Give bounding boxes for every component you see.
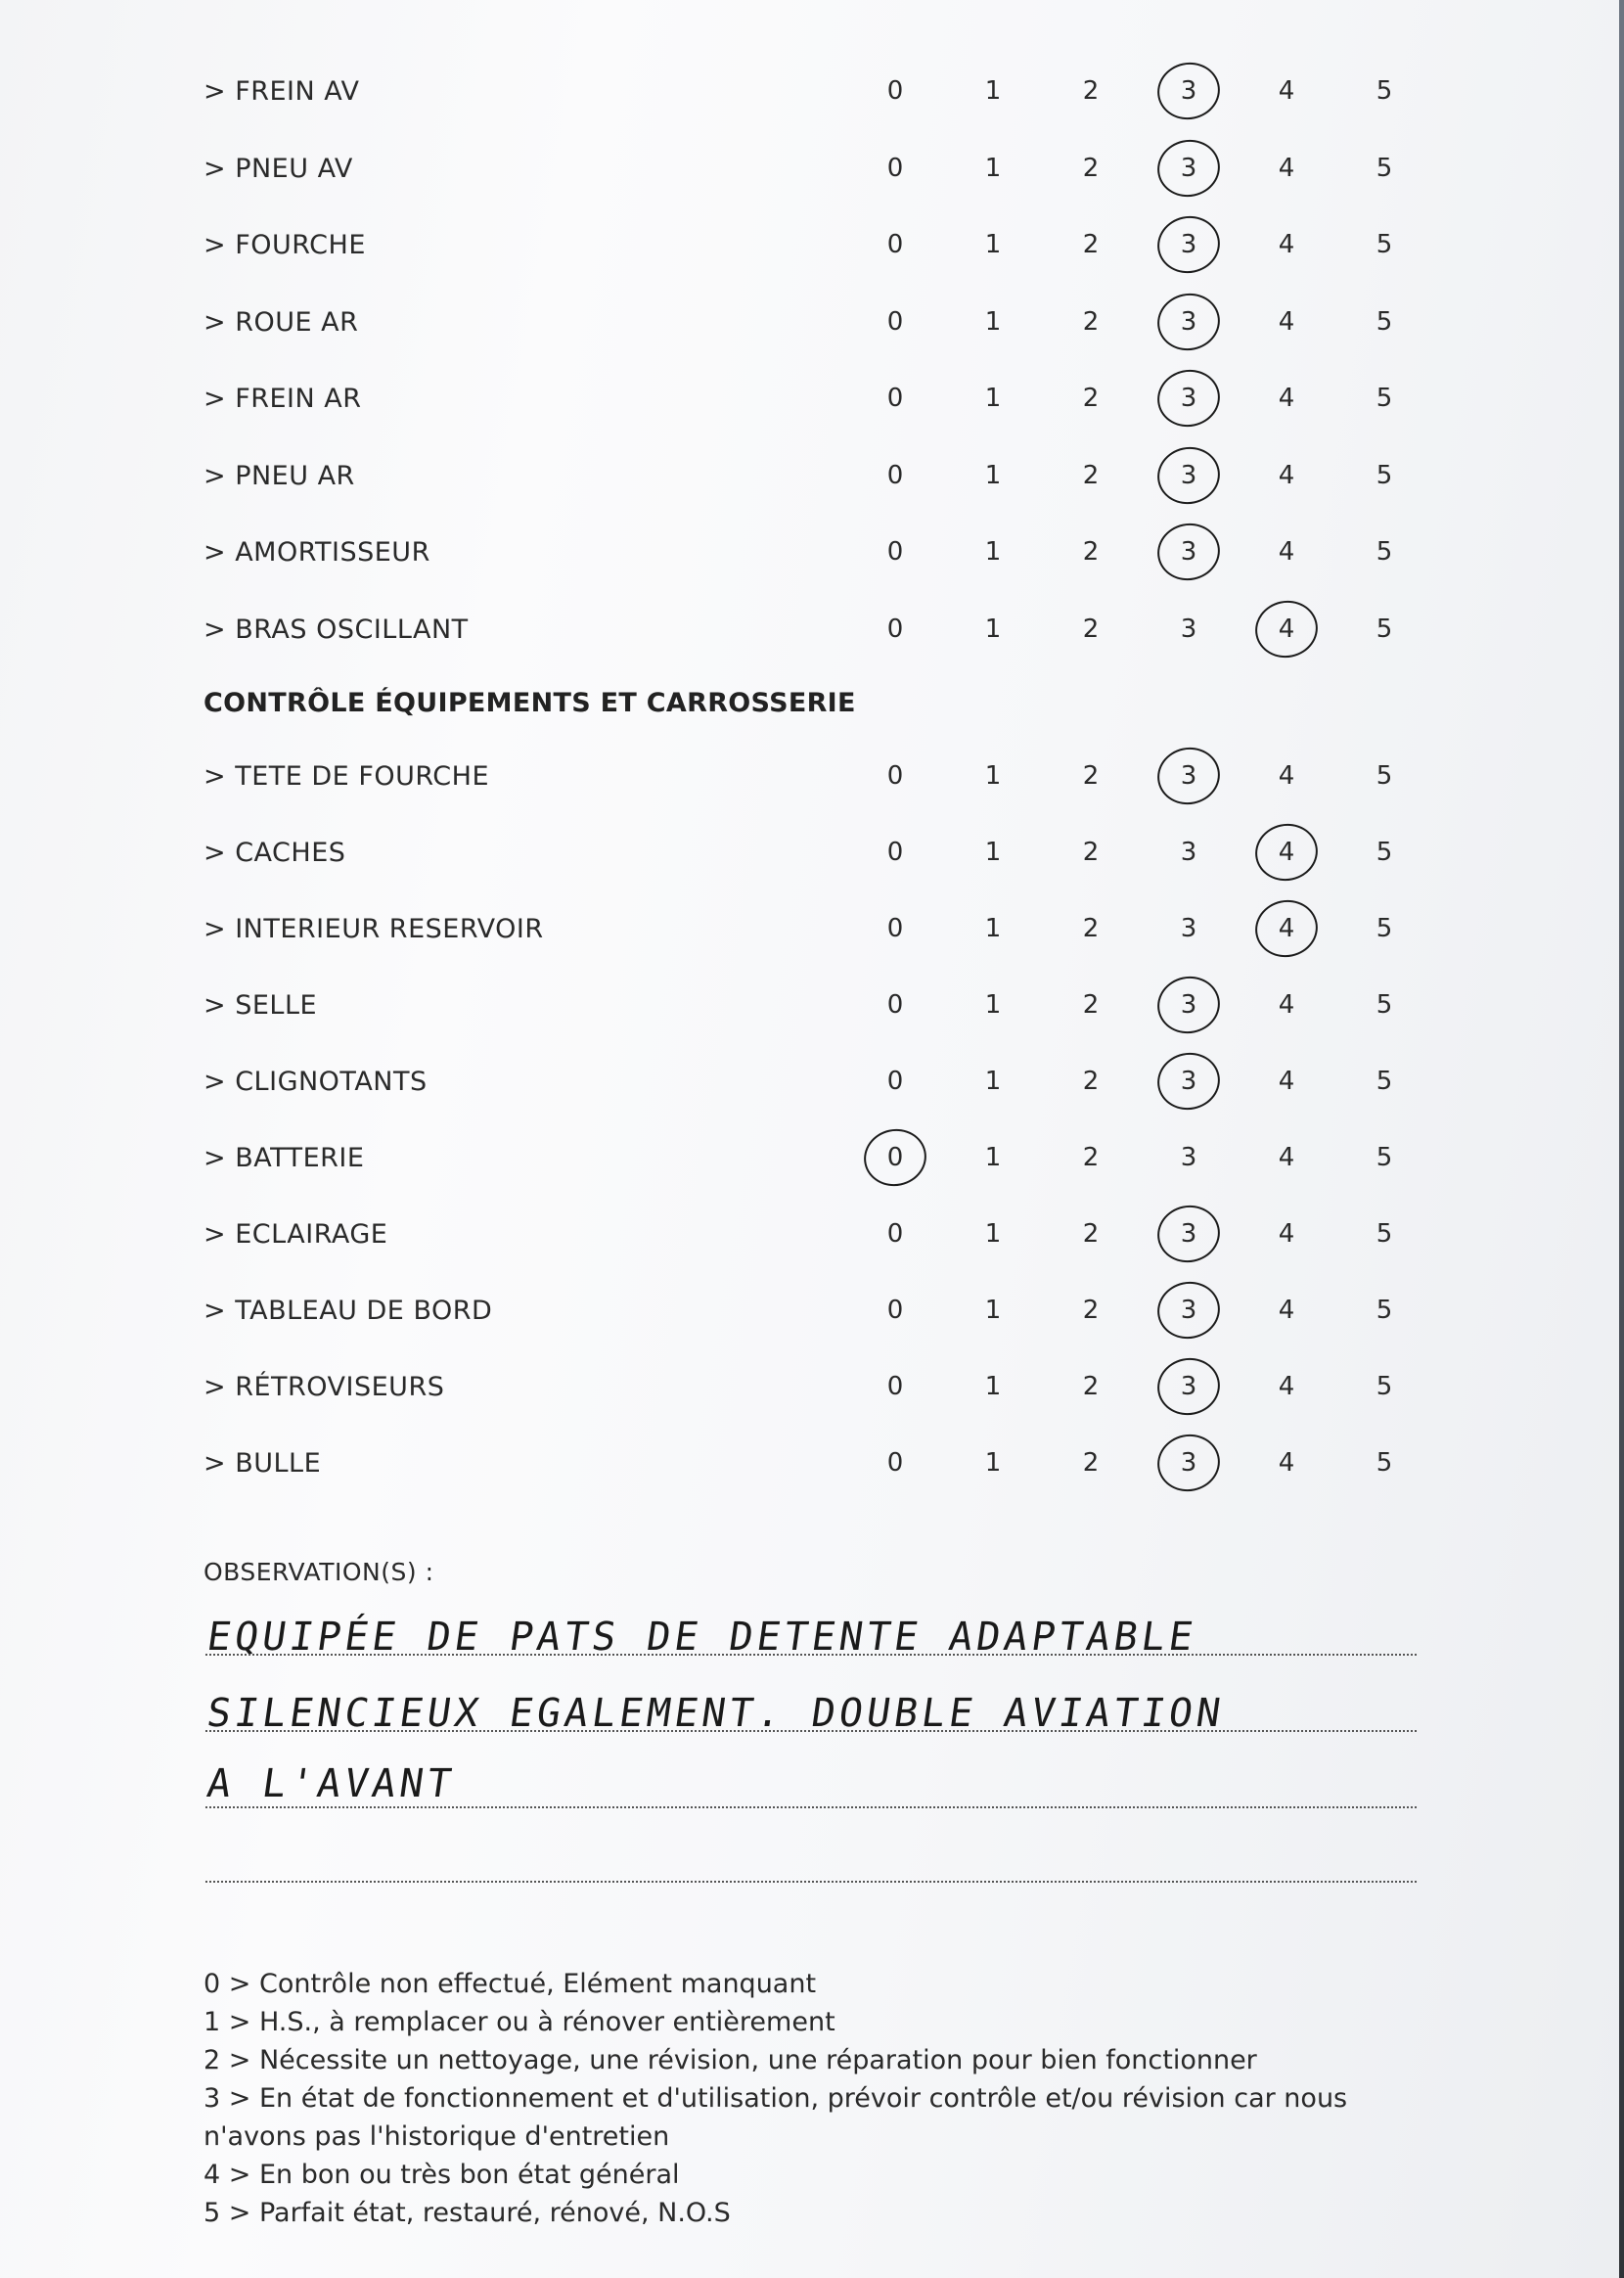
checklist-row: [0, 761, 1624, 820]
checklist-row: [0, 615, 1624, 673]
rating-option-5[interactable]: 5: [1376, 153, 1393, 183]
checklist-item-label: > TABLEAU DE BORD: [203, 1296, 493, 1326]
rating-option-0[interactable]: 0: [886, 1448, 904, 1478]
observation-line-2: SILENCIEUX EGALEMENT. DOUBLE AVIATION: [203, 1691, 1228, 1736]
selected-rating-circle: [1152, 210, 1226, 279]
rating-option-5[interactable]: 5: [1376, 838, 1393, 867]
selected-rating-circle: [1152, 133, 1226, 202]
checklist-row: [0, 1143, 1624, 1202]
rating-option-1[interactable]: 1: [984, 614, 1002, 644]
rating-option-5[interactable]: 5: [1376, 76, 1393, 106]
checklist-item-label: > FREIN AR: [203, 384, 362, 414]
rating-option-5[interactable]: 5: [1376, 914, 1393, 943]
rating-option-2[interactable]: 2: [1082, 1296, 1100, 1325]
rating-option-5[interactable]: 5: [1376, 614, 1393, 644]
rating-option-2[interactable]: 2: [1082, 230, 1100, 259]
checklist-item-label: > ROUE AR: [203, 306, 359, 338]
rating-option-0[interactable]: 0: [886, 1219, 904, 1249]
selected-rating-circle: [1152, 364, 1226, 433]
rating-option-4[interactable]: 4: [1278, 1296, 1295, 1325]
checklist-item-label: > RÉTROVISEURS: [203, 1372, 445, 1402]
legend-item: 4 > En bon ou très bon état général: [203, 2160, 680, 2190]
rating-option-1[interactable]: 1: [984, 384, 1002, 413]
rating-option-5[interactable]: 5: [1376, 1448, 1393, 1478]
rating-option-4[interactable]: 4: [1278, 384, 1295, 413]
checklist-item-label: > TETE DE FOURCHE: [203, 761, 489, 792]
checklist-row: [0, 1219, 1624, 1278]
checklist-row: [0, 461, 1624, 520]
rating-option-0[interactable]: 0: [886, 838, 904, 867]
rating-option-3[interactable]: 3: [1180, 990, 1197, 1020]
rating-option-0[interactable]: 0: [886, 537, 904, 567]
selected-rating-circle: [1152, 1276, 1226, 1344]
rating-option-0[interactable]: 0: [886, 153, 904, 183]
rating-option-3[interactable]: 3: [1180, 761, 1197, 791]
checklist-row: [0, 1448, 1624, 1507]
rating-option-5[interactable]: 5: [1376, 1296, 1393, 1325]
rating-option-4[interactable]: 4: [1278, 1143, 1295, 1172]
rating-option-4[interactable]: 4: [1278, 76, 1295, 106]
rating-option-3[interactable]: 3: [1180, 1067, 1197, 1096]
rating-option-3[interactable]: 3: [1180, 614, 1197, 644]
rating-option-2[interactable]: 2: [1082, 460, 1100, 490]
checklist-row: [0, 1372, 1624, 1431]
rating-option-1[interactable]: 1: [984, 76, 1002, 106]
rating-option-4[interactable]: 4: [1278, 990, 1295, 1020]
rating-option-4[interactable]: 4: [1278, 614, 1295, 644]
section-title: CONTRÔLE ÉQUIPEMENTS ET CARROSSERIE: [203, 688, 856, 718]
rating-option-1[interactable]: 1: [984, 306, 1002, 337]
legend-item: 2 > Nécessite un nettoyage, une révision, une réparation pour bien fonctionner: [203, 2045, 1257, 2075]
rating-option-0[interactable]: 0: [886, 76, 904, 106]
rating-option-3[interactable]: 3: [1180, 460, 1197, 490]
rating-option-1[interactable]: 1: [984, 1067, 1002, 1096]
rating-option-0[interactable]: 0: [886, 914, 904, 943]
selected-rating-circle: [859, 1123, 932, 1192]
rating-option-2[interactable]: 2: [1082, 1143, 1100, 1172]
checklist-row: [0, 990, 1624, 1049]
rating-option-3[interactable]: 3: [1180, 1448, 1197, 1478]
rating-option-3[interactable]: 3: [1180, 1296, 1197, 1325]
rating-option-2[interactable]: 2: [1082, 76, 1100, 106]
observation-dotline-1: [205, 1654, 1417, 1656]
rating-option-4[interactable]: 4: [1278, 1067, 1295, 1096]
rating-option-3[interactable]: 3: [1180, 153, 1197, 183]
checklist-row: [0, 230, 1624, 289]
rating-option-3[interactable]: 3: [1180, 306, 1197, 337]
selected-rating-circle: [1152, 1429, 1226, 1497]
checklist-item-label: > CACHES: [203, 838, 346, 868]
rating-option-2[interactable]: 2: [1082, 761, 1100, 791]
rating-option-0[interactable]: 0: [886, 230, 904, 259]
rating-option-5[interactable]: 5: [1376, 990, 1393, 1020]
rating-option-2[interactable]: 2: [1082, 306, 1100, 337]
rating-option-2[interactable]: 2: [1082, 1372, 1100, 1401]
selected-rating-circle: [1152, 440, 1226, 509]
rating-option-4[interactable]: 4: [1278, 1372, 1295, 1401]
selected-rating-circle: [1152, 1047, 1226, 1116]
checklist-row: [0, 1067, 1624, 1125]
rating-option-1[interactable]: 1: [984, 914, 1002, 943]
rating-option-1[interactable]: 1: [984, 153, 1002, 183]
legend-item: 0 > Contrôle non effectué, Elément manquant: [203, 1969, 817, 1999]
rating-option-3[interactable]: 3: [1180, 384, 1197, 413]
checklist-item-label: > ECLAIRAGE: [203, 1219, 388, 1250]
rating-option-1[interactable]: 1: [984, 1219, 1002, 1249]
rating-option-2[interactable]: 2: [1082, 1448, 1100, 1478]
checklist-item-label: > BRAS OSCILLANT: [203, 614, 469, 645]
rating-option-5[interactable]: 5: [1376, 306, 1393, 337]
checklist-item-label: > AMORTISSEUR: [203, 537, 430, 568]
rating-option-2[interactable]: 2: [1082, 614, 1100, 644]
rating-option-3[interactable]: 3: [1180, 1372, 1197, 1401]
rating-option-2[interactable]: 2: [1082, 1067, 1100, 1096]
checklist-item-label: > FOURCHE: [203, 230, 366, 260]
rating-option-2[interactable]: 2: [1082, 537, 1100, 567]
observation-line-1: EQUIPÉE DE PATS DE DETENTE ADAPTABLE: [203, 1615, 1200, 1660]
rating-option-5[interactable]: 5: [1376, 1219, 1393, 1249]
rating-option-0[interactable]: 0: [886, 1296, 904, 1325]
rating-option-0[interactable]: 0: [886, 384, 904, 413]
checklist-item-label: > BULLE: [203, 1448, 322, 1479]
checklist-row: [0, 154, 1624, 212]
rating-option-3[interactable]: 3: [1180, 230, 1197, 259]
selected-rating-circle: [1152, 287, 1226, 355]
checklist-row: [0, 537, 1624, 596]
checklist-item-label: > INTERIEUR RESERVOIR: [203, 914, 544, 944]
observation-dotline-4: [205, 1881, 1417, 1883]
rating-option-0[interactable]: 0: [886, 1372, 904, 1401]
rating-option-4[interactable]: 4: [1278, 1448, 1295, 1478]
checklist-row: [0, 914, 1624, 973]
rating-option-1[interactable]: 1: [984, 1448, 1002, 1478]
checklist-row: [0, 307, 1624, 366]
rating-option-0[interactable]: 0: [886, 761, 904, 791]
rating-option-5[interactable]: 5: [1376, 1143, 1393, 1172]
legend-item: 3 > En état de fonctionnement et d'utilisation, prévoir contrôle et/ou révision car nous n'avons pas l'historique d'entretien: [203, 2083, 1348, 2152]
rating-option-1[interactable]: 1: [984, 1372, 1002, 1401]
rating-option-4[interactable]: 4: [1278, 460, 1295, 490]
rating-option-2[interactable]: 2: [1082, 384, 1100, 413]
checklist-item-label: > SELLE: [203, 990, 318, 1021]
checklist-item-label: > BATTERIE: [203, 1143, 365, 1173]
checklist-item-label: > PNEU AV: [203, 153, 353, 184]
rating-option-3[interactable]: 3: [1180, 1219, 1197, 1249]
checklist-row: [0, 76, 1624, 135]
rating-option-4[interactable]: 4: [1278, 306, 1295, 337]
rating-option-0[interactable]: 0: [886, 1067, 904, 1096]
checklist-item-label: > CLIGNOTANTS: [203, 1067, 428, 1097]
rating-option-2[interactable]: 2: [1082, 990, 1100, 1020]
rating-option-0[interactable]: 0: [886, 306, 904, 337]
observation-line-3: A L'AVANT: [203, 1761, 458, 1806]
rating-option-5[interactable]: 5: [1376, 537, 1393, 567]
rating-option-3[interactable]: 3: [1180, 537, 1197, 567]
checklist-row: [0, 384, 1624, 442]
rating-option-2[interactable]: 2: [1082, 153, 1100, 183]
rating-option-3[interactable]: 3: [1180, 838, 1197, 867]
rating-option-2[interactable]: 2: [1082, 914, 1100, 943]
selected-rating-circle: [1152, 57, 1226, 125]
rating-option-4[interactable]: 4: [1278, 537, 1295, 567]
rating-option-1[interactable]: 1: [984, 1296, 1002, 1325]
checklist-row: [0, 1296, 1624, 1354]
rating-option-4[interactable]: 4: [1278, 914, 1295, 943]
rating-option-1[interactable]: 1: [984, 537, 1002, 567]
rating-option-0[interactable]: 0: [886, 1143, 904, 1172]
rating-option-4[interactable]: 4: [1278, 761, 1295, 791]
rating-option-5[interactable]: 5: [1376, 761, 1393, 791]
observations-label: OBSERVATION(S) :: [203, 1558, 434, 1586]
checklist-item-label: > PNEU AR: [203, 460, 355, 491]
rating-option-1[interactable]: 1: [984, 1143, 1002, 1172]
rating-option-3[interactable]: 3: [1180, 914, 1197, 943]
rating-option-0[interactable]: 0: [886, 460, 904, 490]
legend-item: 1 > H.S., à remplacer ou à rénover entièrement: [203, 2007, 835, 2037]
rating-option-1[interactable]: 1: [984, 230, 1002, 259]
rating-option-3[interactable]: 3: [1180, 1143, 1197, 1172]
rating-option-4[interactable]: 4: [1278, 1219, 1295, 1249]
rating-option-1[interactable]: 1: [984, 838, 1002, 867]
checklist-row: [0, 838, 1624, 896]
selected-rating-circle: [1152, 1352, 1226, 1421]
rating-option-5[interactable]: 5: [1376, 384, 1393, 413]
selected-rating-circle: [1250, 594, 1324, 662]
rating-option-5[interactable]: 5: [1376, 1067, 1393, 1096]
rating-option-2[interactable]: 2: [1082, 1219, 1100, 1249]
rating-option-0[interactable]: 0: [886, 990, 904, 1020]
rating-option-4[interactable]: 4: [1278, 153, 1295, 183]
rating-option-5[interactable]: 5: [1376, 1372, 1393, 1401]
checklist-item-label: > FREIN AV: [203, 76, 360, 107]
rating-option-4[interactable]: 4: [1278, 230, 1295, 259]
rating-option-2[interactable]: 2: [1082, 838, 1100, 867]
selected-rating-circle: [1250, 818, 1324, 887]
legend-item: 5 > Parfait état, restauré, rénové, N.O.S: [203, 2198, 731, 2228]
rating-option-4[interactable]: 4: [1278, 838, 1295, 867]
selected-rating-circle: [1250, 894, 1324, 963]
rating-option-1[interactable]: 1: [984, 761, 1002, 791]
rating-option-1[interactable]: 1: [984, 990, 1002, 1020]
selected-rating-circle: [1152, 742, 1226, 810]
rating-option-5[interactable]: 5: [1376, 460, 1393, 490]
selected-rating-circle: [1152, 518, 1226, 586]
observation-dotline-3: [205, 1806, 1417, 1808]
rating-option-0[interactable]: 0: [886, 614, 904, 644]
rating-option-1[interactable]: 1: [984, 460, 1002, 490]
rating-legend: [203, 1965, 1417, 2232]
rating-option-3[interactable]: 3: [1180, 76, 1197, 106]
selected-rating-circle: [1152, 971, 1226, 1039]
rating-option-5[interactable]: 5: [1376, 230, 1393, 259]
observation-dotline-2: [205, 1730, 1417, 1732]
selected-rating-circle: [1152, 1200, 1226, 1268]
page-edge: [1619, 0, 1624, 2278]
